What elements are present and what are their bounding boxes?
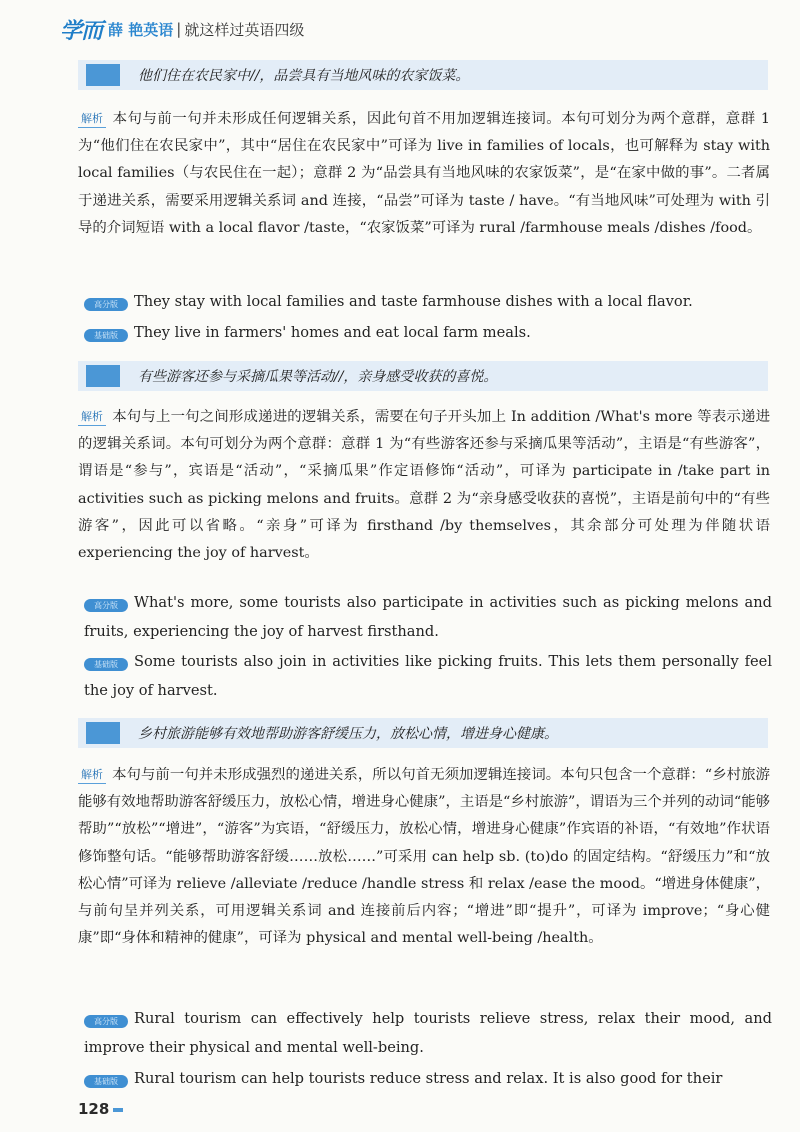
translation-basic-1	[84, 318, 772, 347]
sentence-bar-2	[78, 361, 768, 391]
translation-text: What's more, some tourists also participate in activities such as picking melons and fruits, experiencing the joy of harvest firsthand.	[84, 594, 772, 640]
translation-high-2	[84, 588, 772, 646]
basic-version-tag: 基础版	[84, 658, 128, 671]
translation-text: They live in farmers' homes and eat local farm meals.	[134, 324, 531, 341]
translation-text: They stay with local families and taste farmhouse dishes with a local flavor.	[134, 293, 693, 310]
analysis-label: 解析	[78, 111, 106, 128]
sentence-marker	[86, 722, 120, 744]
header-separator: |	[176, 20, 182, 38]
sentence-marker	[86, 365, 120, 387]
translation-text: Rural tourism can help tourists reduce stress and relax. It is also good for their	[134, 1070, 723, 1087]
analysis-text: 本句与上一句之间形成递进的逻辑关系，需要在句子开头加上 In addition /What's more 等表示递进的逻辑关系词。本句可划分为两个意群：意群 1 为“有些游客还参与采摘瓜果等活动”，主语是“有些游客”，谓语是“参与”，宾语是“活动”，“采摘瓜果”作定语修饰“活动”，可译为 participate in /take part in activities such as picking melons and fruits。意群 2 为“亲身感受收获的喜悦”，主语是前句中的“有些游客”，因此可以省略。“亲身”可译为 firsthand /by themselves，其余部分可处理为伴随状语 experiencing the joy of harvest。	[78, 409, 770, 562]
analysis-paragraph-2	[78, 404, 770, 567]
source-sentence: 乡村旅游能够有效地帮助游客舒缓压力，放松心情，增进身心健康。	[138, 726, 558, 742]
source-sentence: 他们住在农民家中//，品尝具有当地风味的农家饭菜。	[138, 68, 470, 84]
page-number-text: 128	[78, 1100, 110, 1118]
source-sentence: 有些游客还参与采摘瓜果等活动//，亲身感受收获的喜悦。	[138, 369, 498, 385]
sentence-marker	[86, 64, 120, 86]
brand-name: 薛 艳英语	[108, 20, 174, 39]
high-version-tag: 高分版	[84, 599, 128, 612]
translation-basic-3	[84, 1064, 772, 1094]
translation-text: Rural tourism can effectively help tourists relieve stress, relax their mood, and improve their physical and mental well-being.	[84, 1010, 772, 1056]
sentence-bar-1	[78, 60, 768, 90]
page-number-marker	[113, 1108, 123, 1112]
analysis-text: 本句与前一句并未形成强烈的递进关系，所以句首无须加逻辑连接词。本句只包含一个意群：“乡村旅游能够有效地帮助游客舒缓压力，放松心情，增进身心健康”，主语是“乡村旅游”，谓语为三个并列的动词“能够帮助”“放松”“增进”，“游客”为宾语，“舒缓压力，放松心情，增进身心健康”作宾语的补语，“有效地”作状语修饰整句话。“能够帮助游客舒缓……放松……”可采用 can help sb. (to)do 的固定结构。“舒缓压力”和“放松心情”可译为 relieve /alleviate /reduce /handle stress 和 relax /ease the mood。“增进身体健康”，与前句呈并列关系，可用逻辑关系词 and 连接前后内容；“增进”即“提升”，可译为 improve；“身心健康”即“身体和精神的健康”，可译为 physical and mental well-being /health。	[78, 767, 770, 947]
brand-logo: 学而	[60, 18, 103, 44]
translation-text: Some tourists also join in activities like picking fruits. This lets them personally feel the joy of harvest.	[84, 653, 772, 699]
basic-version-tag: 基础版	[84, 1075, 128, 1088]
analysis-paragraph-1	[78, 106, 770, 242]
translation-basic-2	[84, 647, 772, 705]
sentence-bar-3	[78, 718, 768, 748]
high-version-tag: 高分版	[84, 298, 128, 311]
basic-version-tag: 基础版	[84, 329, 128, 342]
analysis-paragraph-3	[78, 762, 770, 952]
high-version-tag: 高分版	[84, 1015, 128, 1028]
page-number	[78, 1100, 123, 1118]
analysis-label: 解析	[78, 767, 106, 784]
page-header	[60, 14, 304, 44]
translation-high-1	[84, 287, 772, 316]
translation-high-3	[84, 1004, 772, 1062]
book-title: 就这样过英语四级	[184, 20, 305, 39]
analysis-label: 解析	[78, 409, 106, 426]
analysis-text: 本句与前一句并未形成任何逻辑关系，因此句首不用加逻辑连接词。本句可划分为两个意群，意群 1 为“他们住在农民家中”，其中“居住在农民家中”可译为 live in families of locals，也可解释为 stay with local families（与农民住在一起）；意群 2 为“品尝具有当地风味的农家饭菜”，是“在家中做的事”。二者属于递进关系，需要采用逻辑关系词 and 连接，“品尝”可译为 taste / have。“有当地风味”可处理为 with 引导的介词短语 with a local flavor /taste，“农家饭菜”可译为 rural /farmhouse meals /dishes /food。	[78, 111, 770, 236]
